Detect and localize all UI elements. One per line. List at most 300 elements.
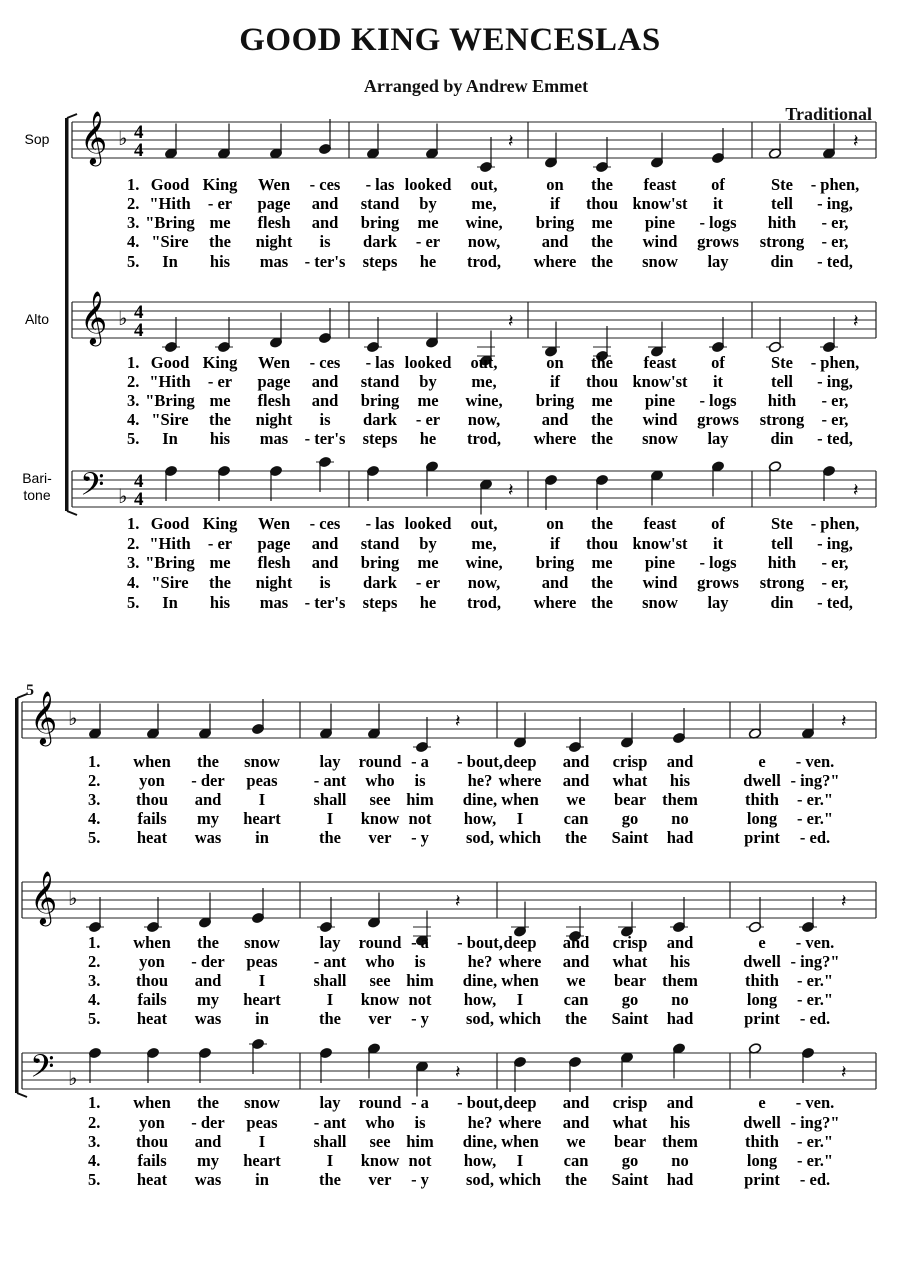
lyric-syllable: long: [746, 990, 778, 1009]
lyric-syllable: dine,: [462, 971, 498, 990]
quarter-rest-icon: 𝄽: [455, 1062, 461, 1083]
lyric-syllable: Wen: [257, 175, 291, 194]
lyric-syllable: snow: [244, 933, 280, 952]
lyric-syllable: yon: [139, 952, 165, 971]
lyric-syllable: dine,: [462, 790, 498, 809]
lyric-syllable: - ces: [309, 353, 341, 372]
lyric-syllable: din: [770, 429, 794, 448]
lyric-syllable: ver: [368, 1170, 392, 1189]
lyric-syllable: 3.: [127, 213, 140, 232]
lyric-syllable: - der: [191, 1113, 225, 1132]
lyric-syllable: - er.": [796, 971, 834, 990]
lyric-syllable: I: [326, 809, 334, 828]
lyric-syllable: night: [255, 410, 293, 429]
lyric-syllable: what: [612, 952, 648, 971]
lyric-syllable: - ant: [313, 771, 347, 790]
alto-staff: [25, 290, 876, 448]
lyric-syllable: can: [563, 990, 589, 1009]
quarter-rest-icon: 𝄽: [853, 311, 859, 332]
lyric-syllable: grows: [697, 573, 739, 592]
lyric-syllable: - er: [207, 372, 233, 391]
lyric-syllable: me: [591, 213, 613, 232]
lyric-syllable: 3.: [127, 553, 140, 572]
lyric-syllable: we: [566, 1132, 586, 1151]
lyric-syllable: he: [419, 593, 437, 612]
quarter-rest-icon: 𝄽: [853, 131, 859, 152]
lyric-syllable: stand: [360, 194, 400, 213]
lyric-syllable: bear: [613, 971, 647, 990]
time-signature-bottom: 4: [134, 140, 144, 161]
lyric-syllable: thou: [135, 971, 169, 990]
lyric-syllable: and: [311, 213, 339, 232]
lyric-syllable: pine: [644, 213, 676, 232]
lyric-syllable: sod,: [466, 1009, 494, 1028]
lyric-syllable: the: [591, 175, 613, 194]
lyric-syllable: 1.: [127, 514, 140, 533]
lyric-syllable: - ted,: [817, 429, 853, 448]
lyric-syllable: - las: [365, 514, 395, 533]
lyric-syllable: dark: [363, 410, 397, 429]
system-2: [15, 690, 876, 1189]
lyric-syllable: the: [209, 232, 231, 251]
bracket-bottom: [67, 511, 77, 515]
lyric-syllable: snow: [642, 429, 678, 448]
lyric-syllable: the: [565, 1009, 587, 1028]
lyric-syllable: 3.: [88, 971, 101, 990]
lyric-syllable: shall: [313, 790, 347, 809]
bari-staff: [22, 456, 876, 612]
lyric-syllable: thou: [585, 194, 619, 213]
lyric-syllable: the: [591, 573, 613, 592]
lyric-syllable: I: [258, 1132, 266, 1151]
lyric-syllable: is: [414, 1113, 426, 1132]
lyric-syllable: night: [255, 232, 293, 251]
lyric-syllable: wind: [642, 573, 678, 592]
lyric-syllable: wine,: [465, 553, 503, 572]
lyric-syllable: it: [712, 372, 724, 391]
lyric-syllable: he?: [467, 1113, 493, 1132]
lyric-syllable: round: [358, 752, 402, 771]
lyric-syllable: grows: [697, 232, 739, 251]
bass-clef-icon: 𝄢: [30, 1048, 55, 1092]
lyric-syllable: the: [197, 1093, 219, 1112]
lyric-syllable: who: [365, 952, 395, 971]
lyric-syllable: Saint: [611, 828, 649, 847]
lyric-syllable: - ing,: [817, 534, 853, 553]
lyric-syllable: me: [209, 553, 231, 572]
quarter-rest-icon: 𝄽: [853, 480, 859, 501]
lyric-syllable: the: [591, 252, 613, 271]
lyric-syllable: was: [194, 1170, 222, 1189]
lyric-syllable: when: [501, 790, 539, 809]
lyric-syllable: his: [209, 429, 231, 448]
lyric-syllable: lay: [707, 252, 729, 271]
lyric-syllable: trod,: [466, 593, 502, 612]
lyric-syllable: 1.: [127, 175, 140, 194]
lyric-syllable: if: [549, 194, 561, 213]
lyric-syllable: ver: [368, 828, 392, 847]
lyric-syllable: them: [662, 971, 698, 990]
lyric-syllable: the: [209, 410, 231, 429]
lyric-syllable: wind: [642, 232, 678, 251]
lyric-syllable: them: [662, 1132, 698, 1151]
lyric-syllable: him: [406, 790, 434, 809]
lyric-syllable: in: [255, 828, 269, 847]
lyric-syllable: print: [744, 1009, 780, 1028]
treble-clef-icon: 𝄞: [30, 870, 58, 924]
lyric-syllable: round: [358, 1093, 402, 1112]
lyric-syllable: - bout,: [457, 752, 503, 771]
lyric-syllable: where: [533, 593, 577, 612]
lyric-syllable: I: [258, 971, 266, 990]
lyric-syllable: the: [319, 828, 341, 847]
lyric-syllable: and: [194, 971, 222, 990]
lyric-syllable: not: [408, 990, 432, 1009]
time-signature-top: 4: [134, 471, 144, 492]
lyric-syllable: "Bring: [145, 553, 195, 572]
quarter-rest-icon: 𝄽: [841, 1062, 847, 1083]
lyric-syllable: my: [197, 1151, 219, 1170]
lyric-syllable: crisp: [612, 1093, 648, 1112]
lyric-syllable: peas: [246, 771, 278, 790]
lyric-syllable: - ces: [309, 175, 341, 194]
lyric-syllable: me: [417, 213, 439, 232]
lyric-syllable: no: [671, 809, 689, 828]
lyric-syllable: snow: [244, 1093, 280, 1112]
lyric-syllable: page: [257, 372, 291, 391]
lyric-syllable: steps: [362, 252, 398, 271]
lyric-syllable: - ven.: [795, 752, 835, 771]
flat-sign-icon: ♭: [68, 1066, 78, 1090]
lyric-syllable: fails: [137, 809, 167, 828]
lyric-syllable: where: [498, 1113, 542, 1132]
lyric-syllable: go: [621, 990, 639, 1009]
lyric-syllable: me: [417, 391, 439, 410]
lyric-syllable: - er,: [821, 573, 849, 592]
lyric-syllable: - ant: [313, 1113, 347, 1132]
lyric-syllable: if: [549, 534, 561, 553]
time-signature-top: 4: [134, 122, 144, 143]
quarter-rest-icon: 𝄽: [508, 131, 514, 152]
lyric-syllable: the: [319, 1170, 341, 1189]
composer-credit: Traditional: [785, 104, 872, 124]
lyric-syllable: who: [365, 771, 395, 790]
lyric-syllable: the: [565, 828, 587, 847]
bracket-top: [17, 694, 27, 698]
treble-clef-icon: 𝄞: [30, 690, 58, 744]
lyric-syllable: 2.: [88, 952, 101, 971]
lyric-syllable: looked: [404, 353, 452, 372]
lyric-syllable: he?: [467, 952, 493, 971]
lyric-syllable: - las: [365, 175, 395, 194]
lyric-syllable: flesh: [257, 553, 291, 572]
lyric-syllable: - er,: [821, 553, 849, 572]
lyric-syllable: 1.: [88, 1093, 101, 1112]
arranger-credit: Arranged by Andrew Emmet: [363, 76, 589, 96]
lyric-syllable: I: [326, 990, 334, 1009]
bass-clef-icon: 𝄢: [80, 466, 105, 510]
lyric-syllable: "Hith: [149, 534, 191, 553]
lyric-syllable: and: [666, 752, 694, 771]
lyric-syllable: can: [563, 1151, 589, 1170]
lyric-syllable: strong: [759, 410, 805, 429]
lyric-syllable: feast: [643, 514, 677, 533]
lyric-syllable: King: [202, 353, 238, 372]
lyric-syllable: sod,: [466, 1170, 494, 1189]
lyric-syllable: - der: [191, 952, 225, 971]
lyric-syllable: had: [666, 1170, 694, 1189]
lyric-syllable: and: [666, 933, 694, 952]
lyric-syllable: - a: [411, 933, 429, 952]
lyric-syllable: - phen,: [810, 514, 860, 533]
lyric-syllable: me: [209, 213, 231, 232]
lyric-syllable: long: [746, 809, 778, 828]
lyric-syllable: me: [209, 391, 231, 410]
lyric-syllable: - a: [411, 752, 429, 771]
lyric-syllable: - ing,: [817, 194, 853, 213]
lyric-syllable: had: [666, 1009, 694, 1028]
sop-staff: [25, 110, 876, 271]
lyric-syllable: if: [549, 372, 561, 391]
lyric-syllable: is: [319, 573, 331, 592]
quarter-rest-icon: 𝄽: [841, 711, 847, 732]
lyric-syllable: his: [209, 252, 231, 271]
lyric-syllable: where: [498, 771, 542, 790]
treble-clef-icon: 𝄞: [80, 290, 108, 344]
lyric-syllable: "Sire: [151, 573, 189, 592]
lyric-syllable: can: [563, 809, 589, 828]
lyric-syllable: - er.": [796, 990, 834, 1009]
lyric-syllable: I: [258, 790, 266, 809]
lyric-syllable: Good: [150, 175, 190, 194]
lyric-syllable: 2.: [127, 194, 140, 213]
lyric-syllable: which: [498, 828, 542, 847]
lyric-syllable: mas: [259, 252, 289, 271]
lyric-syllable: tell: [771, 534, 793, 553]
flat-sign-icon: ♭: [118, 126, 128, 150]
lyric-syllable: my: [197, 809, 219, 828]
lyric-syllable: - er: [415, 573, 441, 592]
lyric-syllable: shall: [313, 1132, 347, 1151]
lyric-syllable: - bout,: [457, 933, 503, 952]
lyric-syllable: thou: [135, 1132, 169, 1151]
lyric-syllable: tell: [771, 194, 793, 213]
lyric-syllable: - er: [207, 194, 233, 213]
lyric-syllable: trod,: [466, 429, 502, 448]
lyric-syllable: long: [746, 1151, 778, 1170]
lyric-syllable: strong: [759, 573, 805, 592]
lyric-syllable: "Bring: [145, 213, 195, 232]
time-signature-top: 4: [134, 302, 144, 323]
lyric-syllable: flesh: [257, 391, 291, 410]
lyric-syllable: snow: [642, 593, 678, 612]
lyric-syllable: King: [202, 175, 238, 194]
lyric-syllable: deep: [503, 752, 537, 771]
lyric-syllable: "Sire: [151, 410, 189, 429]
lyric-syllable: Saint: [611, 1009, 649, 1028]
lyric-syllable: - a: [411, 1093, 429, 1112]
lyric-syllable: lay: [319, 933, 341, 952]
lyric-syllable: we: [566, 971, 586, 990]
quarter-rest-icon: 𝄽: [455, 711, 461, 732]
lyric-syllable: him: [406, 971, 434, 990]
lyric-syllable: it: [712, 194, 724, 213]
lyric-syllable: the: [591, 429, 613, 448]
lyric-syllable: 3.: [127, 391, 140, 410]
lyric-syllable: bring: [360, 213, 400, 232]
lyric-syllable: and: [194, 790, 222, 809]
lyric-syllable: din: [770, 593, 794, 612]
lyric-syllable: which: [498, 1170, 542, 1189]
lyric-syllable: not: [408, 809, 432, 828]
lyric-syllable: me: [591, 553, 613, 572]
lyric-syllable: - er,: [821, 213, 849, 232]
lyric-syllable: - ant: [313, 952, 347, 971]
lyric-syllable: his: [209, 593, 231, 612]
lyric-syllable: snow: [244, 752, 280, 771]
lyric-syllable: wind: [642, 410, 678, 429]
lyric-syllable: - ed.: [799, 1009, 831, 1028]
lyric-syllable: I: [516, 1151, 524, 1170]
lyric-syllable: feast: [643, 353, 677, 372]
lyric-syllable: "Hith: [149, 194, 191, 213]
lyric-syllable: me: [417, 553, 439, 572]
lyric-syllable: go: [621, 1151, 639, 1170]
lyric-syllable: - er.": [796, 790, 834, 809]
lyric-syllable: he: [419, 429, 437, 448]
measure-number: 5: [26, 682, 34, 699]
lyric-syllable: where: [533, 252, 577, 271]
lyric-syllable: when: [133, 752, 171, 771]
bari-staff: [22, 1038, 876, 1189]
lyric-syllable: pine: [644, 553, 676, 572]
lyric-syllable: 5.: [127, 429, 140, 448]
lyric-syllable: now,: [467, 573, 501, 592]
lyric-syllable: and: [311, 194, 339, 213]
lyric-syllable: is: [319, 410, 331, 429]
lyric-syllable: heart: [243, 990, 281, 1009]
lyric-syllable: Ste: [771, 175, 793, 194]
lyric-syllable: thith: [745, 1132, 779, 1151]
lyric-syllable: Wen: [257, 353, 291, 372]
lyric-syllable: where: [498, 952, 542, 971]
lyric-syllable: wine,: [465, 213, 503, 232]
lyric-syllable: my: [197, 990, 219, 1009]
lyric-syllable: I: [326, 1151, 334, 1170]
lyric-syllable: - logs: [699, 391, 737, 410]
lyric-syllable: the: [591, 410, 613, 429]
lyric-syllable: dark: [363, 573, 397, 592]
lyric-syllable: - ces: [309, 514, 341, 533]
lyric-syllable: by: [419, 194, 437, 213]
lyric-syllable: 2.: [127, 534, 140, 553]
lyric-syllable: - phen,: [810, 353, 860, 372]
lyric-syllable: e: [758, 933, 766, 952]
time-signature-bottom: 4: [134, 320, 144, 341]
lyric-syllable: and: [562, 1113, 590, 1132]
lyric-syllable: feast: [643, 175, 677, 194]
lyric-syllable: on: [546, 514, 564, 533]
lyric-syllable: on: [546, 353, 564, 372]
lyric-syllable: of: [711, 514, 725, 533]
flat-sign-icon: ♭: [118, 306, 128, 330]
lyric-syllable: no: [671, 1151, 689, 1170]
lyric-syllable: e: [758, 752, 766, 771]
lyric-syllable: the: [319, 1009, 341, 1028]
lyric-syllable: page: [257, 534, 291, 553]
lyric-syllable: lay: [707, 593, 729, 612]
lyric-syllable: 2.: [88, 1113, 101, 1132]
lyric-syllable: - bout,: [457, 1093, 503, 1112]
lyric-syllable: 1.: [88, 752, 101, 771]
lyric-syllable: and: [311, 534, 339, 553]
lyric-syllable: and: [311, 391, 339, 410]
lyric-syllable: go: [621, 809, 639, 828]
lyric-syllable: - ven.: [795, 933, 835, 952]
lyric-syllable: 5.: [88, 828, 101, 847]
lyric-syllable: the: [197, 933, 219, 952]
quarter-rest-icon: 𝄽: [508, 480, 514, 501]
lyric-syllable: lay: [319, 1093, 341, 1112]
lyric-syllable: bring: [535, 213, 575, 232]
lyric-syllable: and: [562, 952, 590, 971]
lyric-syllable: the: [591, 353, 613, 372]
lyric-syllable: and: [562, 752, 590, 771]
lyric-syllable: Good: [150, 353, 190, 372]
lyric-syllable: know'st: [632, 372, 688, 391]
lyric-syllable: yon: [139, 1113, 165, 1132]
lyric-syllable: fails: [137, 1151, 167, 1170]
lyric-syllable: - phen,: [810, 175, 860, 194]
lyric-syllable: - er.": [796, 1132, 834, 1151]
lyric-syllable: how,: [463, 1151, 497, 1170]
lyric-syllable: 2.: [127, 372, 140, 391]
lyric-syllable: by: [419, 372, 437, 391]
bracket-top: [67, 114, 77, 118]
lyric-syllable: in: [255, 1009, 269, 1028]
quarter-rest-icon: 𝄽: [508, 311, 514, 332]
lyric-syllable: bear: [613, 1132, 647, 1151]
lyric-syllable: and: [541, 573, 569, 592]
flat-sign-icon: ♭: [68, 706, 78, 730]
lyric-syllable: heat: [136, 1009, 168, 1028]
lyric-syllable: 5.: [127, 593, 140, 612]
lyric-syllable: lay: [319, 752, 341, 771]
lyric-syllable: thith: [745, 971, 779, 990]
lyric-syllable: fails: [137, 990, 167, 1009]
lyric-syllable: 4.: [88, 990, 101, 1009]
lyric-syllable: I: [516, 809, 524, 828]
lyric-syllable: In: [162, 593, 178, 612]
lyric-syllable: know: [360, 1151, 400, 1170]
lyric-syllable: dine,: [462, 1132, 498, 1151]
lyric-syllable: - er.": [796, 809, 834, 828]
lyric-syllable: and: [194, 1132, 222, 1151]
lyric-syllable: when: [501, 1132, 539, 1151]
lyric-syllable: grows: [697, 410, 739, 429]
lyric-syllable: the: [591, 593, 613, 612]
lyric-syllable: - y: [411, 1170, 429, 1189]
lyric-syllable: and: [311, 553, 339, 572]
sop-staff: [22, 690, 876, 847]
lyric-syllable: of: [711, 353, 725, 372]
lyric-syllable: thou: [585, 372, 619, 391]
lyric-syllable: page: [257, 194, 291, 213]
lyric-syllable: - ed.: [799, 828, 831, 847]
lyric-syllable: bear: [613, 790, 647, 809]
lyric-syllable: strong: [759, 232, 805, 251]
lyric-syllable: it: [712, 534, 724, 553]
